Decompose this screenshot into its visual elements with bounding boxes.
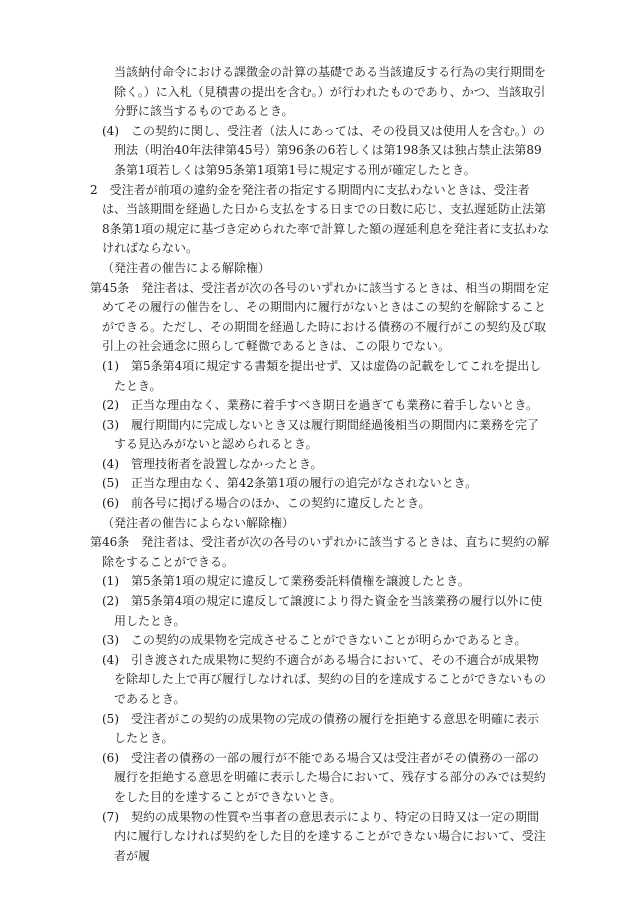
article-46-item: (1) 第5条第1項の規定に違反して業務委託料債権を譲渡したとき。 (102, 574, 470, 589)
article-46-item: (4) 引き渡された成果物に契約不適合がある場合において、その不適合が成果物を除却した上で再び履行しなければ、契約の目的を達成することができないものであるとき。 (102, 652, 547, 706)
clause-item: (4) この契約に関し、受注者（法人にあっては、その役員又は使用人を含む。）の刑法（明治40年法律第45号）第96条の6若しくは第198条又は独占禁止法第89条第1項若しくは第95条第1項第1号に規定する刑が確定したとき。 (102, 123, 545, 177)
article-46-item: (7) 契約の成果物の性質や当事者の意思表示により、特定の日時又は一定の期間内に履行しなければ契約をした目的を達することができない場合において、受注者が履 (102, 809, 546, 863)
paragraph-2: 2 受注者が前項の違約金を発注者の指定する期間内に支払わないときは、受注者は、当該期間を経過した日から支払をする日までの日数に応じ、支払遅延防止法第8条第1項の規定に基づき定められた率で計算した額の遅延利息を発注者に支払わなければならない。 (90, 182, 550, 256)
section-heading: （発注者の催告による解除権） (102, 260, 271, 275)
article-45-item: (4) 管理技術者を設置しなかったとき。 (102, 456, 323, 471)
article-46-item: (2) 第5条第4項の規定に違反して譲渡により得た資金を当該業務の履行以外に使用したとき。 (102, 594, 543, 628)
article-46: 第46条 発注者は、受注者が次の各号のいずれかに該当するときは、直ちに契約の解除をすることができる。 (90, 535, 550, 569)
article-46-item: (5) 受注者がこの契約の成果物の完成の債務の履行を拒絶する意思を明確に表示したとき。 (102, 711, 540, 746)
article-45-item: (3) 履行期間内に完成しないとき又は履行期間経過後相当の期間内に業務を完了する見込みがないと認められるとき。 (102, 417, 540, 452)
article-45-item: (6) 前各号に掲げる場合のほか、この契約に違反したとき。 (102, 496, 431, 511)
article-46-item: (3) この契約の成果物を完成させることができないことが明らかであるとき。 (102, 633, 527, 648)
article-45: 第45条 発注者は、受注者が次の各号のいずれかに該当するときは、相当の期間を定めてその履行の催告をし、その期間内に履行がないときはこの契約を解除することができる。ただし、その期間を経過した時における債務の不履行がこの契約及び取引上の社会通念に照らして軽微であるときは、この限りでない。 (90, 280, 550, 354)
article-45-item: (1) 第5条第4項に規定する書類を提出せず、又は虚偽の記載をしてこれを提出したとき。 (102, 358, 542, 393)
article-45-item: (5) 正当な理由なく、第42条第1項の履行の追完がなされないとき。 (102, 476, 478, 491)
section-heading: （発注者の催告によらない解除権） (102, 515, 295, 530)
article-46-item: (6) 受注者の債務の一部の履行が不能である場合又は受注者がその債務の一部の履行を拒絶する意思を明確に表示した場合において、残存する部分のみでは契約をした目的を達することができないとき。 (102, 750, 546, 804)
document-body (90, 63, 550, 866)
continued-clause: 当該納付命令における課徴金の計算の基礎である当該違反する行為の実行期間を除く。）に入札（見積書の提出を含む。）が行われたものであり、かつ、当該取引分野に該当するものであるとき。 (114, 65, 547, 119)
article-45-item: (2) 正当な理由なく、業務に着手すべき期日を過ぎても業務に着手しないとき。 (102, 398, 539, 413)
